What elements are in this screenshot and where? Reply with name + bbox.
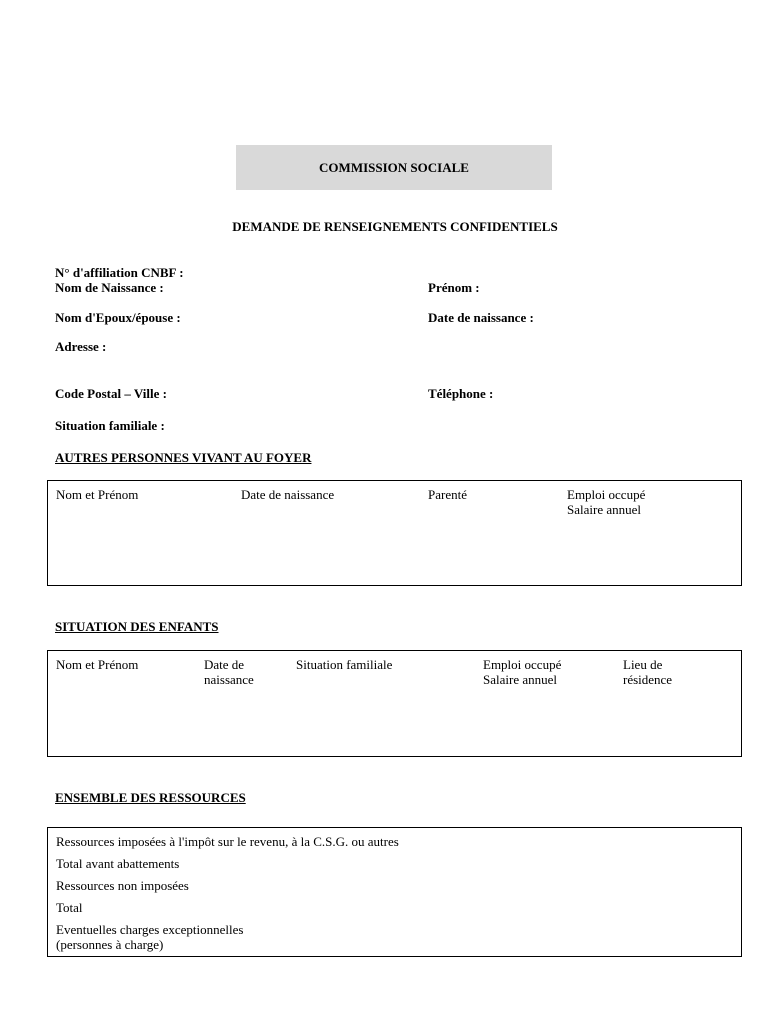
household-table <box>47 480 742 586</box>
children-col-birthdate: Date de naissance <box>204 657 254 687</box>
affiliation-label: N° d'affiliation CNBF : <box>55 265 184 280</box>
form-subtitle: DEMANDE DE RENSEIGNEMENTS CONFIDENTIELS <box>232 219 558 234</box>
address-label: Adresse : <box>55 339 107 354</box>
resources-line-charges: Eventuelles charges exceptionnelles (personnes à charge) <box>56 922 244 952</box>
household-col-relation: Parenté <box>428 487 467 502</box>
phone-label: Téléphone : <box>428 386 494 401</box>
children-col-family-status: Situation familiale <box>296 657 393 672</box>
household-col-name: Nom et Prénom <box>56 487 139 502</box>
resources-line-total-before: Total avant abattements <box>56 856 180 871</box>
resources-line-taxed: Ressources imposées à l'impôt sur le revenu, à la C.S.G. ou autres <box>56 834 399 849</box>
children-col-job-salary: Emploi occupé Salaire annuel <box>483 657 562 687</box>
children-section-title: SITUATION DES ENFANTS <box>55 619 219 634</box>
resources-table <box>47 827 742 957</box>
resources-section-title: ENSEMBLE DES RESSOURCES <box>55 790 246 805</box>
postal-city-label: Code Postal – Ville : <box>55 386 167 401</box>
form-title-box <box>236 145 552 190</box>
children-col-residence: Lieu de résidence <box>623 657 673 687</box>
family-status-label: Situation familiale : <box>55 418 165 433</box>
children-table <box>47 650 742 757</box>
resources-line-total: Total <box>56 900 83 915</box>
form-title: COMMISSION SOCIALE <box>319 159 469 175</box>
household-section-title: AUTRES PERSONNES VIVANT AU FOYER <box>55 450 312 465</box>
children-col-name: Nom et Prénom <box>56 657 139 672</box>
household-col-birthdate: Date de naissance <box>241 487 335 502</box>
birth-name-label: Nom de Naissance : <box>55 280 164 295</box>
resources-line-untaxed: Ressources non imposées <box>56 878 189 893</box>
spouse-name-label: Nom d'Epoux/épouse : <box>55 310 181 325</box>
household-col-job-salary: Emploi occupé Salaire annuel <box>567 487 646 517</box>
birth-date-label: Date de naissance : <box>428 310 534 325</box>
first-name-label: Prénom : <box>428 280 480 295</box>
